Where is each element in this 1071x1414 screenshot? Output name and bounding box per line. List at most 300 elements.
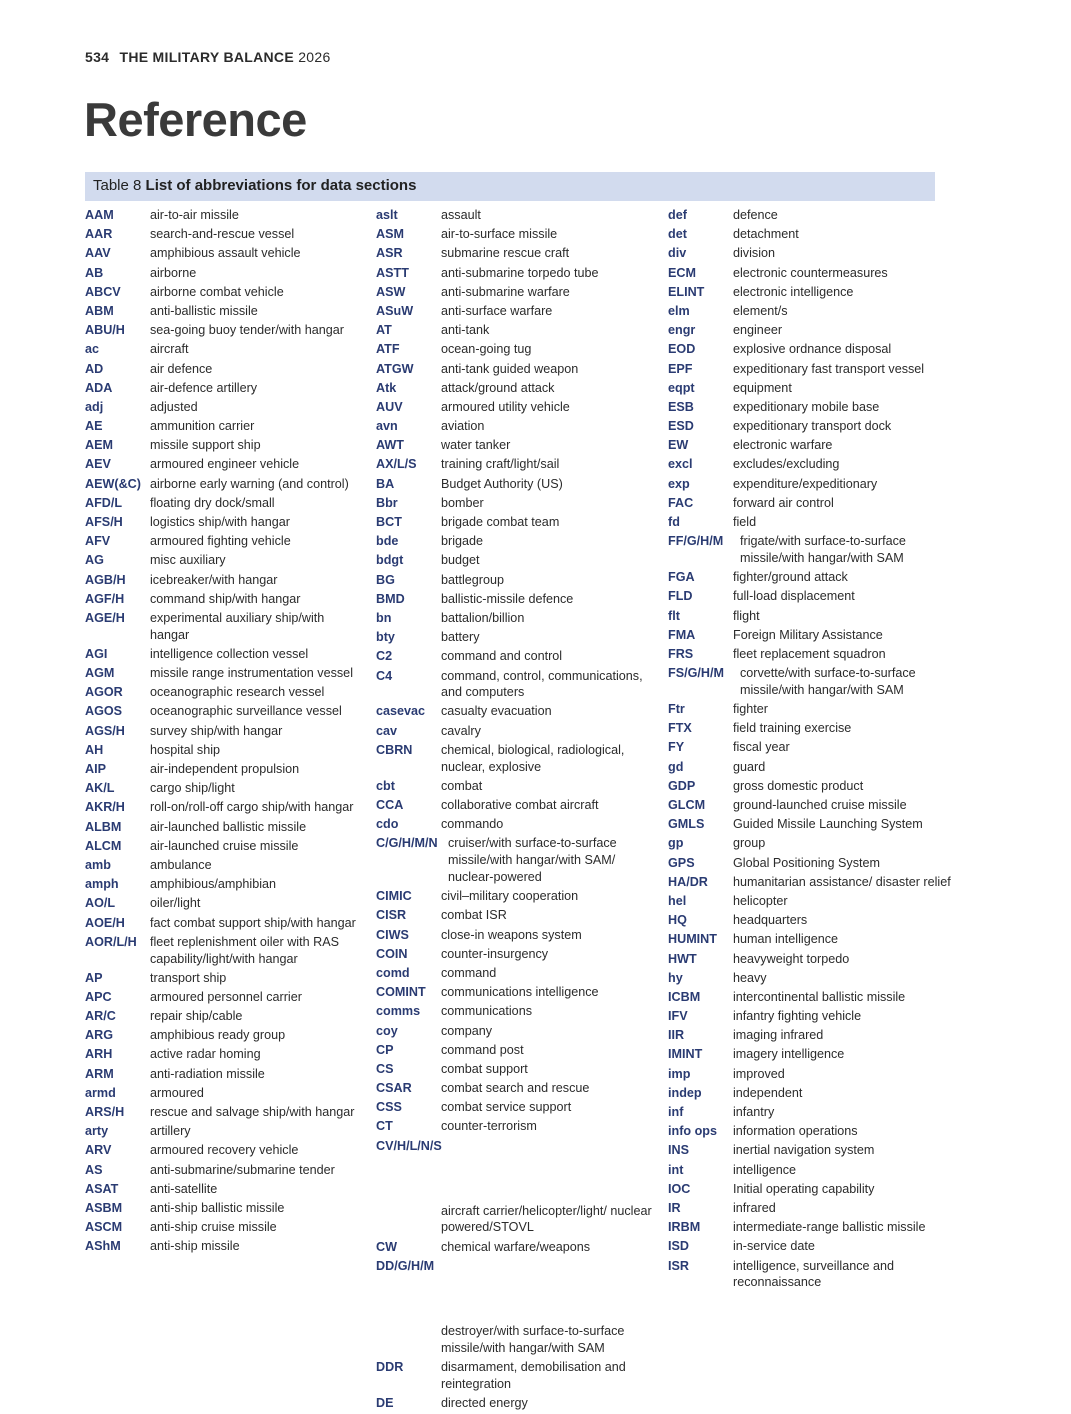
abbreviation: AShM xyxy=(85,1239,121,1254)
abbreviation-row xyxy=(668,226,953,243)
abbreviation-row xyxy=(85,572,365,589)
abbreviation: C4 xyxy=(376,668,393,683)
abbreviation-row xyxy=(376,1359,659,1393)
definition: ammunition carrier xyxy=(150,419,255,434)
abbreviation-row xyxy=(376,399,659,416)
abbreviation-row xyxy=(85,1104,365,1121)
abbreviation-row xyxy=(85,514,365,531)
abbreviation: ac xyxy=(85,342,100,357)
abbreviation: inf xyxy=(668,1105,684,1120)
definition: imaging infrared xyxy=(733,1028,824,1043)
definition: bomber xyxy=(441,495,484,510)
definition: expeditionary fast transport vessel xyxy=(733,361,925,376)
abbreviation-row xyxy=(85,1066,365,1083)
abbreviation: AD xyxy=(85,361,104,376)
definition: armoured xyxy=(150,1085,204,1100)
abbreviation: FY xyxy=(668,740,685,755)
definition: in-service date xyxy=(733,1239,815,1254)
abbreviation: AGOR xyxy=(85,685,123,700)
abbreviation-row xyxy=(376,284,659,301)
abbreviation: DDR xyxy=(376,1359,404,1374)
abbreviation: bty xyxy=(376,630,395,645)
definition: air-to-air missile xyxy=(150,208,239,222)
abbreviation-row xyxy=(376,927,659,944)
abbreviation-row xyxy=(376,207,659,224)
abbreviation-row xyxy=(85,341,365,358)
abbreviation-row xyxy=(85,322,365,339)
definition: air-launched cruise missile xyxy=(150,838,299,853)
abbreviation-row xyxy=(85,303,365,320)
definition: budget xyxy=(441,553,480,568)
abbreviation-row xyxy=(376,1239,659,1256)
abbreviation-row xyxy=(85,819,365,836)
definition: guard xyxy=(733,759,766,774)
definition: hospital ship xyxy=(150,742,221,757)
abbreviation-row xyxy=(376,907,659,924)
abbreviation-row xyxy=(85,970,365,987)
abbreviation-row xyxy=(376,1080,659,1097)
abbreviation: ADA xyxy=(85,380,113,395)
abbreviation: AGB/H xyxy=(85,572,126,587)
abbreviation-row xyxy=(376,723,659,740)
abbreviation: AK/L xyxy=(85,781,115,796)
abbreviation: IR xyxy=(668,1200,681,1215)
abbreviation-row xyxy=(376,514,659,531)
definition: fleet replenishment oiler with RAS capability/light/with hangar xyxy=(150,934,339,966)
abbreviation: FAC xyxy=(668,495,694,510)
abbreviation: CW xyxy=(376,1239,397,1254)
abbreviation-row xyxy=(668,778,953,795)
definition: anti-ship ballistic missile xyxy=(150,1200,285,1215)
definition: anti-satellite xyxy=(150,1181,218,1196)
abbreviation: BMD xyxy=(376,591,405,606)
abbreviation-column-2 xyxy=(376,207,659,1414)
abbreviation: amb xyxy=(85,857,111,872)
abbreviation-row xyxy=(668,739,953,756)
abbreviation: BG xyxy=(376,572,395,587)
abbreviation-row xyxy=(85,1123,365,1140)
definition: inertial navigation system xyxy=(733,1143,875,1158)
page-number: 534 xyxy=(85,49,110,65)
abbreviation-row xyxy=(376,265,659,282)
abbreviation: ESB xyxy=(668,399,694,414)
definition: roll-on/roll-off cargo ship/with hangar xyxy=(150,800,354,815)
abbreviation: ATGW xyxy=(376,361,414,376)
abbreviation-row xyxy=(668,989,953,1006)
abbreviation-row xyxy=(376,835,659,885)
abbreviation: ARM xyxy=(85,1066,114,1081)
definition: survey ship/with hangar xyxy=(150,723,283,738)
abbreviation-row xyxy=(85,665,365,682)
abbreviation: ASAT xyxy=(85,1181,119,1196)
abbreviation-row xyxy=(376,322,659,339)
abbreviation: FMA xyxy=(668,627,696,642)
abbreviation: FRS xyxy=(668,646,694,661)
definition: air-to-surface missile xyxy=(441,227,558,242)
abbreviation-row xyxy=(376,1395,659,1412)
definition: ocean-going tug xyxy=(441,342,532,357)
definition: command post xyxy=(441,1042,524,1057)
abbreviation-row xyxy=(668,627,953,644)
definition: command, control, communications, and computers xyxy=(441,668,643,700)
abbreviation: IRBM xyxy=(668,1220,701,1235)
abbreviation: ARG xyxy=(85,1028,113,1043)
abbreviation: ARV xyxy=(85,1143,112,1158)
abbreviation-row xyxy=(85,915,365,932)
abbreviation-row xyxy=(85,1162,365,1179)
definition: communications intelligence xyxy=(441,985,599,1000)
abbreviation-row xyxy=(85,780,365,797)
abbreviation-row xyxy=(376,816,659,833)
abbreviation-row xyxy=(668,701,953,718)
abbreviation-row xyxy=(668,588,953,605)
abbreviation: ARS/H xyxy=(85,1105,125,1120)
abbreviation-row xyxy=(668,1258,953,1292)
abbreviation-row xyxy=(668,533,953,567)
definition: airborne combat vehicle xyxy=(150,284,284,299)
abbreviation-row xyxy=(376,1118,659,1135)
abbreviation: arty xyxy=(85,1124,109,1139)
abbreviation: FS/G/H/M xyxy=(668,666,724,681)
definition: casualty evacuation xyxy=(441,704,552,719)
definition: improved xyxy=(733,1066,785,1081)
abbreviation-row xyxy=(376,648,659,665)
abbreviation: AGF/H xyxy=(85,591,125,606)
abbreviation: GMLS xyxy=(668,817,705,832)
definition: brigade combat team xyxy=(441,515,560,529)
abbreviation: ELINT xyxy=(668,284,705,299)
abbreviation-row xyxy=(85,418,365,435)
abbreviation-row xyxy=(668,646,953,663)
abbreviation: IIR xyxy=(668,1028,685,1043)
book-title: THE MILITARY BALANCE xyxy=(119,49,294,65)
definition: destroyer/with surface-to-surface missile/with hangar/with SAM xyxy=(441,1323,625,1355)
abbreviation: ECM xyxy=(668,265,696,280)
definition: armoured personnel carrier xyxy=(150,989,302,1004)
definition: artillery xyxy=(150,1124,191,1139)
abbreviation: casevac xyxy=(376,704,426,719)
definition: electronic intelligence xyxy=(733,284,854,299)
definition: amphibious/amphibian xyxy=(150,877,277,892)
abbreviation: gd xyxy=(668,759,684,774)
abbreviation-row xyxy=(668,1162,953,1179)
table-label: Table 8 xyxy=(93,177,142,194)
abbreviation: FTX xyxy=(668,721,692,736)
abbreviation: ATF xyxy=(376,342,400,357)
definition: field xyxy=(733,515,757,529)
abbreviation: AEV xyxy=(85,457,111,472)
abbreviation-row xyxy=(85,857,365,874)
abbreviation: indep xyxy=(668,1085,702,1100)
running-head xyxy=(85,49,331,65)
abbreviation: AUV xyxy=(376,399,403,414)
definition: company xyxy=(441,1023,493,1038)
definition: frigate/with surface-to-surface missile/with hangar/with SAM xyxy=(740,534,906,565)
abbreviation: excl xyxy=(668,457,693,472)
abbreviation: ABCV xyxy=(85,284,121,299)
abbreviation-row xyxy=(85,437,365,454)
abbreviation-row xyxy=(85,1238,365,1255)
definition: chemical, biological, radiological, nuclear, explosive xyxy=(441,742,625,774)
abbreviation-row xyxy=(85,1046,365,1063)
abbreviation: COMINT xyxy=(376,985,426,1000)
abbreviation-row xyxy=(376,1023,659,1040)
abbreviation: HA/DR xyxy=(668,874,708,889)
abbreviation-row xyxy=(85,265,365,282)
definition: command and control xyxy=(441,649,563,664)
abbreviation: FF/G/H/M xyxy=(668,534,724,549)
abbreviation: GLCM xyxy=(668,798,706,813)
abbreviation-row xyxy=(376,1042,659,1059)
abbreviation-row xyxy=(85,1181,365,1198)
abbreviation: AEW(&C) xyxy=(85,476,141,491)
abbreviation-row xyxy=(668,816,953,833)
abbreviation-row xyxy=(668,1046,953,1063)
definition: Guided Missile Launching System xyxy=(733,817,923,832)
abbreviation: AH xyxy=(85,742,104,757)
abbreviation: AOE/H xyxy=(85,915,125,930)
abbreviation: def xyxy=(668,208,687,222)
abbreviation: IOC xyxy=(668,1181,691,1196)
table-caption xyxy=(85,172,935,201)
abbreviation-row xyxy=(376,668,659,702)
abbreviation-row xyxy=(668,855,953,872)
abbreviation: IFV xyxy=(668,1009,688,1024)
abbreviation-row xyxy=(85,1200,365,1217)
definition: air-launched ballistic missile xyxy=(150,819,307,834)
abbreviation-row xyxy=(668,1008,953,1025)
definition: fighter xyxy=(733,702,769,717)
definition: Global Positioning System xyxy=(733,855,880,870)
page-title: Reference xyxy=(84,93,307,146)
abbreviation: EPF xyxy=(668,361,693,376)
definition: adjusted xyxy=(150,399,198,414)
abbreviation: bde xyxy=(376,534,399,549)
abbreviation: ASTT xyxy=(376,265,409,280)
abbreviation: AGOS xyxy=(85,704,123,719)
abbreviation: CV/H/L/N/S xyxy=(376,1138,442,1153)
abbreviation-row xyxy=(85,610,365,644)
abbreviation: AGM xyxy=(85,666,115,681)
definition: sea-going buoy tender/with hangar xyxy=(150,323,344,338)
abbreviation-row xyxy=(668,951,953,968)
abbreviation: BA xyxy=(376,476,395,491)
abbreviation: ASCM xyxy=(85,1220,123,1235)
abbreviation-row xyxy=(376,533,659,550)
abbreviation-row xyxy=(85,1027,365,1044)
abbreviation-row xyxy=(376,303,659,320)
abbreviation-row xyxy=(668,456,953,473)
definition: gross domestic product xyxy=(733,778,864,793)
abbreviation-row xyxy=(376,1003,659,1020)
abbreviation: AB xyxy=(85,265,104,280)
definition: anti-tank xyxy=(441,323,490,338)
abbreviation: FGA xyxy=(668,570,695,585)
definition: rescue and salvage ship/with hangar xyxy=(150,1105,355,1120)
definition: equipment xyxy=(733,380,792,395)
abbreviation: AWT xyxy=(376,438,404,453)
abbreviation: AIP xyxy=(85,762,106,777)
abbreviation: cbt xyxy=(376,778,395,793)
abbreviation-row xyxy=(376,245,659,262)
abbreviation-row xyxy=(376,591,659,608)
abbreviation: ASR xyxy=(376,246,403,261)
definition: search-and-rescue vessel xyxy=(150,227,295,242)
definition: logistics ship/with hangar xyxy=(150,515,291,529)
abbreviation: comms xyxy=(376,1004,421,1019)
definition: heavyweight torpedo xyxy=(733,951,850,966)
definition: oceanographic surveillance vessel xyxy=(150,704,342,719)
abbreviation: AAV xyxy=(85,246,111,261)
definition: cargo ship/light xyxy=(150,781,235,796)
abbreviation-row xyxy=(85,591,365,608)
abbreviation: elm xyxy=(668,303,690,318)
definition: infantry xyxy=(733,1105,775,1120)
definition: floating dry dock/small xyxy=(150,495,275,510)
abbreviation: AR/C xyxy=(85,1009,116,1024)
abbreviation: armd xyxy=(85,1085,116,1100)
abbreviation: flt xyxy=(668,608,680,623)
abbreviation: CIMIC xyxy=(376,889,412,904)
abbreviation-row xyxy=(85,989,365,1006)
abbreviation: det xyxy=(668,227,687,242)
abbreviation-row xyxy=(668,1181,953,1198)
abbreviation: bn xyxy=(376,610,392,625)
abbreviation: CSS xyxy=(376,1100,402,1115)
abbreviation-row xyxy=(376,476,659,493)
abbreviation: AOR/L/H xyxy=(85,934,137,949)
abbreviation-row xyxy=(376,629,659,646)
abbreviation: info ops xyxy=(668,1124,717,1139)
definition: civil–military cooperation xyxy=(441,889,579,904)
abbreviation: C2 xyxy=(376,649,393,664)
definition: human intelligence xyxy=(733,932,839,947)
abbreviation: CSAR xyxy=(376,1081,412,1096)
abbreviation-row xyxy=(668,399,953,416)
definition: electronic countermeasures xyxy=(733,265,888,280)
abbreviation: CISR xyxy=(376,908,407,923)
definition: defence xyxy=(733,208,778,222)
abbreviation-row xyxy=(376,742,659,776)
definition: battery xyxy=(441,630,480,645)
definition: amphibious assault vehicle xyxy=(150,246,301,261)
abbreviation: ICBM xyxy=(668,989,701,1004)
definition: armoured fighting vehicle xyxy=(150,534,291,549)
definition: missile support ship xyxy=(150,438,261,453)
abbreviation-row xyxy=(668,380,953,397)
abbreviation: EOD xyxy=(668,342,696,357)
abbreviation: CCA xyxy=(376,798,404,813)
abbreviation: AX/L/S xyxy=(376,457,417,472)
definition: anti-submarine/submarine tender xyxy=(150,1162,335,1177)
abbreviation: FLD xyxy=(668,589,693,604)
abbreviation-row xyxy=(668,245,953,262)
abbreviation: HWT xyxy=(668,951,697,966)
abbreviation-row xyxy=(668,495,953,512)
definition: armoured engineer vehicle xyxy=(150,457,300,472)
abbreviation-row xyxy=(376,341,659,358)
abbreviation: Bbr xyxy=(376,495,398,510)
abbreviation-column-1 xyxy=(85,207,365,1258)
definition: experimental auxiliary ship/with hangar xyxy=(150,610,325,642)
abbreviation-row xyxy=(376,380,659,397)
definition: fighter/ground attack xyxy=(733,570,848,585)
definition: anti-ship missile xyxy=(150,1239,240,1254)
abbreviation: CP xyxy=(376,1042,394,1057)
abbreviation-row xyxy=(668,797,953,814)
definition: attack/ground attack xyxy=(441,380,555,395)
definition: armoured recovery vehicle xyxy=(150,1143,299,1158)
abbreviation: IMINT xyxy=(668,1047,703,1062)
abbreviation-row xyxy=(376,418,659,435)
definition: command ship/with hangar xyxy=(150,591,301,606)
abbreviation: aslt xyxy=(376,208,398,222)
definition: close-in weapons system xyxy=(441,927,582,942)
definition: expenditure/expeditionary xyxy=(733,476,878,491)
abbreviation: amph xyxy=(85,877,119,892)
abbreviation-row xyxy=(376,1258,659,1357)
abbreviation-row xyxy=(668,1200,953,1217)
abbreviation: HUMINT xyxy=(668,932,717,947)
table-title: List of abbreviations for data sections xyxy=(145,177,417,194)
definition: brigade xyxy=(441,534,484,549)
definition: ground-launched cruise missile xyxy=(733,798,907,813)
abbreviation: AFV xyxy=(85,534,111,549)
abbreviation-row xyxy=(376,778,659,795)
definition: cavalry xyxy=(441,723,481,738)
definition: flight xyxy=(733,608,760,623)
abbreviation: ALBM xyxy=(85,819,122,834)
definition: imagery intelligence xyxy=(733,1047,845,1062)
definition: Budget Authority (US) xyxy=(441,476,563,491)
definition: airborne early warning (and control) xyxy=(150,476,349,491)
definition: chemical warfare/weapons xyxy=(441,1239,591,1254)
abbreviation: COIN xyxy=(376,946,408,961)
abbreviation-row xyxy=(668,1238,953,1255)
abbreviation-row xyxy=(376,1138,659,1237)
abbreviation-row xyxy=(85,742,365,759)
abbreviation-row xyxy=(376,226,659,243)
abbreviation: Atk xyxy=(376,380,397,395)
definition: combat service support xyxy=(441,1100,572,1115)
definition: counter-terrorism xyxy=(441,1119,537,1134)
definition: air-independent propulsion xyxy=(150,762,300,777)
definition: armoured utility vehicle xyxy=(441,399,570,414)
definition: headquarters xyxy=(733,913,808,928)
abbreviation-row xyxy=(85,703,365,720)
definition: battlegroup xyxy=(441,572,505,587)
abbreviation-row xyxy=(668,759,953,776)
definition: division xyxy=(733,246,775,261)
abbreviation-row xyxy=(668,284,953,301)
abbreviation: adj xyxy=(85,399,104,414)
abbreviation: bdgt xyxy=(376,553,404,568)
abbreviation: EW xyxy=(668,438,689,453)
definition: humanitarian assistance/ disaster relief xyxy=(733,874,951,889)
abbreviation: ABM xyxy=(85,303,114,318)
definition: helicopter xyxy=(733,893,788,908)
abbreviation-row xyxy=(668,1104,953,1121)
abbreviation: ABU/H xyxy=(85,323,125,338)
definition: battalion/billion xyxy=(441,610,525,625)
definition: aircraft carrier/helicopter/light/ nuclear powered/STOVL xyxy=(441,1203,652,1235)
abbreviation: ASuW xyxy=(376,303,414,318)
abbreviation-row xyxy=(668,931,953,948)
definition: independent xyxy=(733,1085,803,1100)
abbreviation-row xyxy=(85,684,365,701)
definition: water tanker xyxy=(441,438,511,453)
definition: amphibious ready group xyxy=(150,1028,286,1043)
